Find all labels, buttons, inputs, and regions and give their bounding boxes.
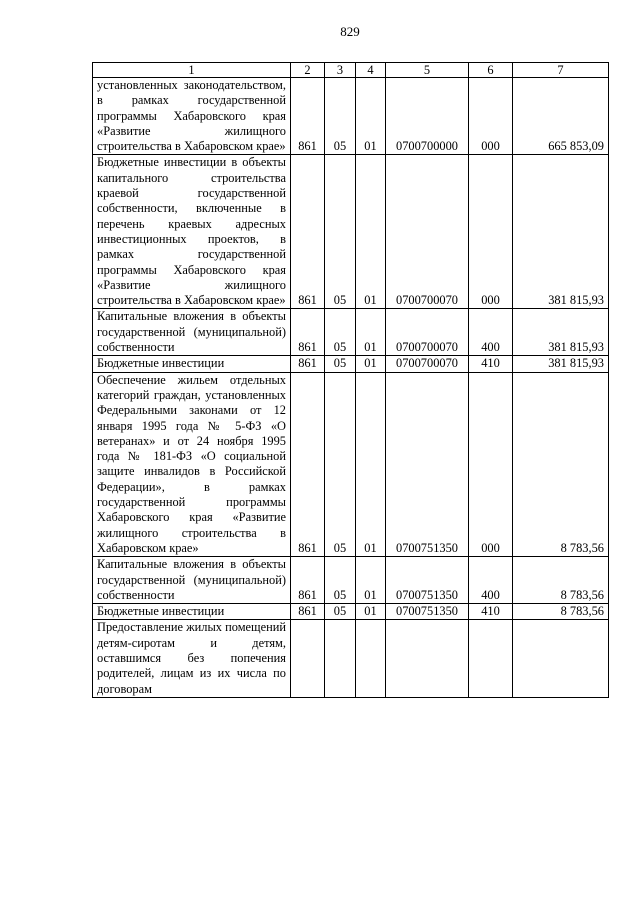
row-amount: 665 853,09: [513, 78, 609, 155]
row-col-2: 861: [291, 309, 325, 356]
row-col-2: [291, 620, 325, 697]
row-col-5: 0700700070: [386, 155, 469, 309]
row-description: Бюджетные инвестиции в объекты капитального строительства краевой государственной собственности, включенные в перечень краевых адресных инвестиционных проектов, в рамках государственной программы Хабаровского края «Развитие жилищного строительства в Хабаровском крае»: [93, 155, 291, 309]
table-row: [93, 356, 609, 372]
row-col-2: 861: [291, 557, 325, 604]
row-description: Бюджетные инвестиции: [93, 604, 291, 620]
row-col-4: 01: [356, 356, 386, 372]
row-amount: 8 783,56: [513, 557, 609, 604]
row-col-3: 05: [325, 557, 356, 604]
table-row: [93, 155, 609, 309]
header-col-1: 1: [93, 63, 291, 78]
header-col-7: 7: [513, 63, 609, 78]
row-col-2: 861: [291, 356, 325, 372]
row-col-6: 410: [469, 356, 513, 372]
row-amount: 8 783,56: [513, 604, 609, 620]
row-col-4: 01: [356, 155, 386, 309]
row-col-5: 0700700070: [386, 309, 469, 356]
table-row: [93, 604, 609, 620]
header-col-3: 3: [325, 63, 356, 78]
row-col-5: 0700751350: [386, 557, 469, 604]
table-row: [93, 372, 609, 557]
row-amount: 381 815,93: [513, 309, 609, 356]
row-col-3: 05: [325, 155, 356, 309]
row-col-4: [356, 620, 386, 697]
table-row: [93, 309, 609, 356]
row-col-5: 0700700000: [386, 78, 469, 155]
row-col-3: 05: [325, 356, 356, 372]
row-col-4: 01: [356, 557, 386, 604]
row-col-6: 400: [469, 557, 513, 604]
row-amount: [513, 620, 609, 697]
row-description: Капитальные вложения в объекты государственной (муниципальной) собственности: [93, 557, 291, 604]
row-col-6: [469, 620, 513, 697]
table-row: [93, 620, 609, 697]
header-col-5: 5: [386, 63, 469, 78]
row-col-3: 05: [325, 372, 356, 557]
row-col-3: [325, 620, 356, 697]
header-col-2: 2: [291, 63, 325, 78]
row-amount: 8 783,56: [513, 372, 609, 557]
header-row: [93, 63, 609, 78]
row-col-3: 05: [325, 78, 356, 155]
row-col-2: 861: [291, 604, 325, 620]
row-col-4: 01: [356, 78, 386, 155]
budget-table: [92, 62, 609, 698]
row-col-5: 0700700070: [386, 356, 469, 372]
row-col-6: 000: [469, 372, 513, 557]
row-description: Предоставление жилых помещений детям-сиротам и детям, оставшимся без попечения родителей, лицам из их числа по договорам: [93, 620, 291, 697]
row-col-4: 01: [356, 604, 386, 620]
row-col-4: 01: [356, 309, 386, 356]
row-col-5: [386, 620, 469, 697]
header-col-4: 4: [356, 63, 386, 78]
header-col-6: 6: [469, 63, 513, 78]
row-col-6: 000: [469, 155, 513, 309]
row-col-5: 0700751350: [386, 372, 469, 557]
row-col-6: 410: [469, 604, 513, 620]
row-col-3: 05: [325, 309, 356, 356]
table-row: [93, 557, 609, 604]
row-col-5: 0700751350: [386, 604, 469, 620]
row-col-2: 861: [291, 155, 325, 309]
row-col-2: 861: [291, 78, 325, 155]
row-col-3: 05: [325, 604, 356, 620]
row-amount: 381 815,93: [513, 356, 609, 372]
row-description: Бюджетные инвестиции: [93, 356, 291, 372]
page-number: 829: [340, 24, 360, 39]
row-amount: 381 815,93: [513, 155, 609, 309]
row-description: Капитальные вложения в объекты государственной (муниципальной) собственности: [93, 309, 291, 356]
row-col-6: 400: [469, 309, 513, 356]
row-description: установленных законодательством, в рамках государственной программы Хабаровского края «Развитие жилищного строительства в Хабаровском крае»: [93, 78, 291, 155]
row-col-4: 01: [356, 372, 386, 557]
row-description: Обеспечение жильем отдельных категорий граждан, установленных Федеральными законами от 12 января 1995 года № 5-ФЗ «О ветеранах» и от 24 ноября 1995 года № 181-ФЗ «О социальной защите инвалидов в Российской Федерации», в рамках государственной программы Хабаровского края «Развитие жилищного строительства в Хабаровском крае»: [93, 372, 291, 557]
table-row: [93, 78, 609, 155]
row-col-6: 000: [469, 78, 513, 155]
row-col-2: 861: [291, 372, 325, 557]
